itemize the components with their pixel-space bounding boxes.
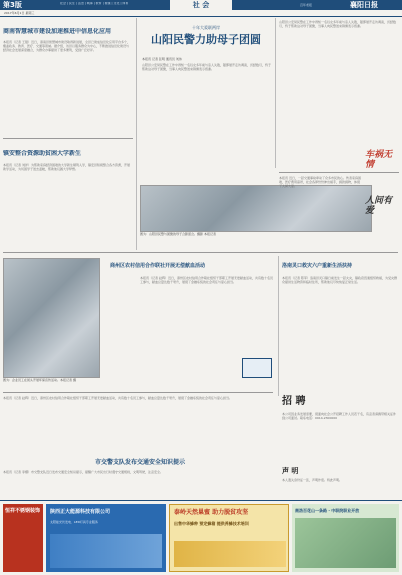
notice-title: 声 明 xyxy=(282,466,299,475)
body-right-column: 本报讯 近日，一起交通事故牵动了众多市民的心。伤者家庭困难，医疗费用高昂，社会各界纷纷伸出援手，捐款捐物，体现了人间大爱。 xyxy=(279,176,361,188)
headline-smart-city: 商南智慧城市建设加速推进中信息化应用 xyxy=(3,28,112,35)
body-fire: 本报讯（记者 陈军）洛南县灵口镇日前发生一起火灾，镇政府迅速组织救援，为受灾群众提供生活物资和临时住所，帮助他们尽快恢复正常生活。 xyxy=(282,276,397,284)
page-label: 第3版 xyxy=(3,1,22,9)
ad-school-title: 商洛百花山一条路 · 中职院职业开放 xyxy=(295,508,360,513)
ad-honey-sub: 出售中华蜂种 预定蜂箱 提供养蜂技术培训 xyxy=(174,521,249,526)
headline-credit-union: 商州区农村信用合作联社开展无偿献血活动 xyxy=(110,263,206,269)
column-divider-1 xyxy=(136,18,137,250)
ad-energy-image xyxy=(50,534,162,568)
headline-charity: 山阳民警力助母子团圆 xyxy=(151,33,261,46)
caption-photo-left: 图为：企业员工在街头开展环保宣传活动。本报记者 摄 xyxy=(3,378,76,382)
ad-honey-title: 泰岭天然巢蜜 助力脱贫攻坚 xyxy=(174,509,249,516)
issue-date: 2017年6月1日 星期三 xyxy=(4,11,35,15)
ad-steel-title: 恒祥不锈钢装饰 xyxy=(5,508,41,514)
body-poverty: 本报讯（记者 刘洋）为帮助家庭经济困难的大学新生顺利入学，镇安县积极整合各方资源，开展助学活动，为贫困学子送去温暖，帮助他们圆大学梦想。 xyxy=(3,163,130,171)
section-title: 社 会 xyxy=(170,0,232,10)
caption-charity: 图为：山阳县民警与团聚的母子合影留念。摄影 本报记者 xyxy=(140,232,216,236)
column-divider-2 xyxy=(275,18,276,168)
ad-honey-image xyxy=(174,541,286,567)
ad-steel[interactable] xyxy=(3,504,43,572)
ad-honey[interactable] xyxy=(169,504,289,572)
ads-divider xyxy=(0,500,402,501)
body-charity-cont: 山阳县公安局民警在工作中得知一名妇女多年前与亲人失散，随即展开走访调查，历经数月，终于帮助这对母子团聚，当事人向民警送来锦旗表示感谢。 xyxy=(279,20,397,28)
calligraphy-2: 人间有爱 xyxy=(365,196,393,216)
notice-body: 本人遗失身份证一张，声明作废。特此声明。 xyxy=(282,478,343,482)
photo-left xyxy=(3,258,100,378)
body-lower-left: 本报讯（记者 赵辉）近日，商州区农村信用合作联社组织干部职工开展无偿献血活动，共有数十名员工参与，献血总量达数千毫升，展现了金融系统的社会责任与爱心担当。 xyxy=(3,396,232,400)
calligraphy-1: 车祸无情 xyxy=(365,150,393,170)
ad-energy-title: 陕西正大能源科技有限公司 xyxy=(50,509,111,515)
divider-lower xyxy=(3,392,273,393)
ad-school-image xyxy=(295,518,396,568)
headline-fire: 洛南灵口救灾六户重新生活扶持 xyxy=(282,263,353,269)
recruit-body: 本公司因业务发展需要，现面向社会公开招聘工作人员若干名，有意者请携带相关证件到公司面试。联系电话：0914-2300000 xyxy=(282,412,397,420)
divider-poverty xyxy=(3,138,133,139)
body-smart-city: 本报讯（记者 王强）近日，商南县智慧城市建设取得新进展，全县已建成信息化应用平台多个，覆盖政务、教育、医疗、交通等领域。据介绍，该县以服务群众为中心，不断推进信息化建设与经济社会发展深度融合，为群众办事提供了更多便利，受到广泛好评。 xyxy=(3,40,130,52)
ad-school[interactable] xyxy=(292,504,399,572)
section-nav: 社会 | 民生 | 法治 | 城事 | 教育 | 健康 | 文化 | 体育 xyxy=(60,2,129,5)
ad-energy[interactable] xyxy=(46,504,166,572)
kicker-charity: 十年大爱联两岸 xyxy=(192,25,220,30)
credit-union-logo xyxy=(242,358,272,378)
brand-logo: 襄阳日报 xyxy=(350,0,378,9)
body-credit-union: 本报讯（记者 赵辉）近日，商州区农村信用合作联社组织干部职工开展无偿献血活动，共有数十名员工参与，献血总量达数千毫升，展现了金融系统的社会责任与爱心担当。 xyxy=(140,276,273,284)
body-charity: 山阳县公安局民警在工作中得知一名妇女多年前与亲人失散，随即展开走访调查，历经数月，终于帮助这对母子团聚，当事人向民警送来锦旗表示感谢。 xyxy=(142,63,272,71)
recruit-title: 招 聘 xyxy=(282,396,306,407)
headline-traffic: 市交警支队发布交通安全知识提示 xyxy=(94,459,185,466)
column-divider-3 xyxy=(278,256,279,396)
headline-poverty: 镇安整合资源助贫困大学新生 xyxy=(3,150,82,157)
byline-charity: 本报讯 记者 张明 通讯员 刘伟 xyxy=(142,57,182,61)
divider-mid xyxy=(3,252,398,253)
masthead-divider xyxy=(0,16,402,17)
ad-energy-sub: 太阳能光伏发电、LED灯具专业服务 xyxy=(50,520,98,524)
body-traffic: 本报讯（记者 李娜）市交警支队近日发布交通安全知识提示，提醒广大市民出行时遵守交通规则，文明驾驶，注意安全。 xyxy=(3,470,163,474)
paper-info: 百年老报 xyxy=(300,3,313,7)
